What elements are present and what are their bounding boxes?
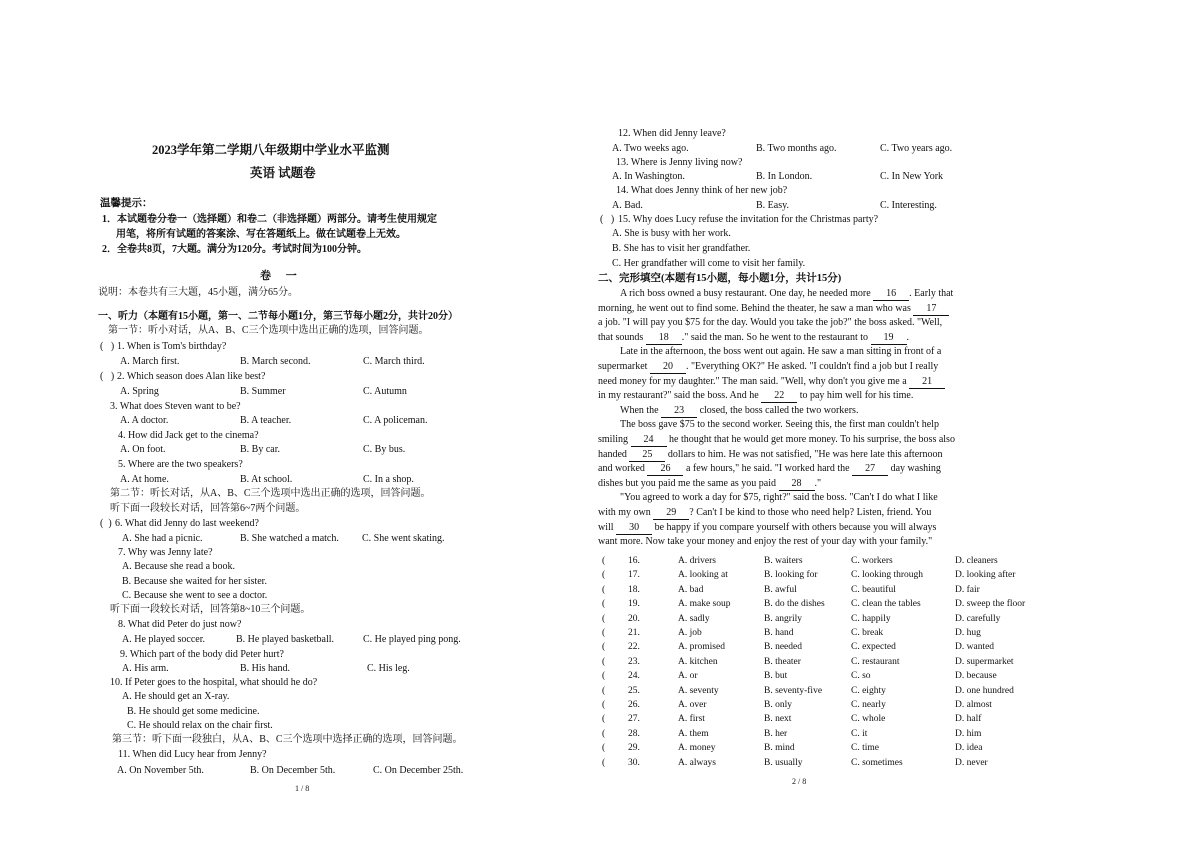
- question-5: 5. Where are the two speakers?: [118, 459, 243, 470]
- answer-paren: (: [602, 570, 606, 581]
- cloze-question-number: 24.: [628, 671, 640, 682]
- cloze-question-number: 22.: [628, 642, 640, 653]
- passage-text: with my own: [598, 507, 654, 518]
- cloze-blank: 23: [661, 405, 697, 418]
- question-3: 3. What does Steven want to be?: [110, 401, 241, 412]
- passage-line: [598, 332, 909, 345]
- cloze-question-number: 27.: [628, 714, 640, 725]
- cloze-option: C. nearly: [851, 700, 886, 711]
- passage-text: morning, he went out to find some. Behind the theater, he saw a man who was: [598, 302, 914, 314]
- answer-paren: (: [602, 584, 606, 595]
- cloze-option-row: [602, 712, 1055, 726]
- q10-option-c: C. He should relax on the chair first.: [127, 720, 273, 731]
- cloze-question-number: 18.: [628, 584, 640, 595]
- cloze-option: D. fair: [955, 584, 980, 595]
- question-12: 12. When did Jenny leave?: [618, 128, 726, 139]
- q1-option-b: B. March second.: [240, 356, 311, 367]
- passage-line: [598, 390, 913, 403]
- cloze-question-number: 21.: [628, 628, 640, 639]
- q9-option-b: B. His hand.: [240, 663, 290, 674]
- cloze-option-row: [602, 741, 1055, 755]
- q15-option-b: B. She has to visit her grandfather.: [612, 243, 751, 254]
- cloze-option: D. one hundred: [955, 685, 1014, 696]
- passage-line: [598, 478, 821, 491]
- cloze-option: D. sweep the floor: [955, 599, 1026, 610]
- q2-option-a: A. Spring: [120, 386, 159, 397]
- cloze-option: A. first: [678, 714, 705, 725]
- answer-paren: (: [602, 743, 606, 754]
- cloze-option: A. promised: [678, 642, 725, 653]
- passage-line: [598, 434, 955, 447]
- question-14: 14. What does Jenny think of her new job?: [616, 185, 788, 196]
- q7-option-b: B. Because she waited for her sister.: [122, 576, 267, 587]
- cloze-option-row: [602, 698, 1055, 712]
- cloze-options-table: [602, 554, 1055, 770]
- passage-text: handed: [598, 448, 630, 460]
- cloze-option: C. eighty: [851, 685, 886, 696]
- question-9: 9. Which part of the body did Peter hurt?: [120, 649, 284, 660]
- section-note: 说明：本卷共有三大题，45小题，满分65分。: [98, 287, 298, 298]
- q12-option-c: C. Two years ago.: [880, 143, 953, 154]
- cloze-option: C. expected: [851, 642, 896, 653]
- cloze-option: B. looking for: [764, 570, 818, 581]
- question-4: 4. How did Jack get to the cinema?: [118, 430, 259, 441]
- cloze-option: B. seventy-five: [764, 685, 823, 696]
- cloze-option: D. idea: [955, 743, 983, 754]
- cloze-option: A. seventy: [678, 685, 719, 696]
- q9-option-c: C. His leg.: [367, 663, 410, 674]
- passage-text: closed, the boss called the two workers.: [697, 404, 859, 416]
- cloze-option: A. or: [678, 671, 698, 682]
- cloze-blank: 27: [852, 463, 888, 476]
- q5-option-b: B. At school.: [240, 474, 293, 485]
- q10-option-b: B. He should get some medicine.: [127, 706, 260, 717]
- cloze-option-row: [602, 655, 1055, 669]
- cloze-option: C. looking through: [851, 570, 924, 581]
- cloze-option-row: [602, 554, 1055, 568]
- cloze-option: C. so: [851, 671, 871, 682]
- paren: ( ): [100, 371, 115, 382]
- cloze-option: D. him: [955, 728, 982, 739]
- passage-text: .": [814, 477, 822, 489]
- cloze-question-number: 19.: [628, 599, 640, 610]
- question-11: 11. When did Lucy hear from Jenny?: [118, 749, 267, 760]
- passage-line: [598, 522, 936, 535]
- q3-option-a: A. A doctor.: [120, 415, 169, 426]
- passage-line: [620, 419, 939, 431]
- listening-part2: 第二节：听长对话，从A、B、C三个选项中选出正确的选项，回答问题。: [110, 488, 431, 499]
- cloze-blank: 24: [631, 434, 667, 447]
- passage-text: that sounds: [598, 331, 646, 343]
- cloze-option: C. workers: [851, 556, 893, 566]
- cloze-option-row: [602, 756, 1055, 770]
- cloze-option: B. only: [764, 700, 792, 711]
- cloze-option: D. wanted: [955, 642, 995, 653]
- cloze-blank: 17: [913, 303, 949, 316]
- cloze-option: B. waiters: [764, 556, 803, 566]
- listening-part3: 第三节：听下面一段独白，从A、B、C三个选项中选择正确的选项，回答问题。: [112, 734, 463, 745]
- q8-option-b: B. He played basketball.: [236, 634, 335, 645]
- passage-text: . "Everything OK?" He asked. "I couldn't find a job but I really: [685, 361, 939, 372]
- answer-paren: (: [602, 700, 606, 711]
- q4-option-a: A. On foot.: [120, 444, 166, 455]
- answer-paren: (: [602, 656, 606, 667]
- cloze-blank: 25: [629, 449, 665, 462]
- answer-paren: (: [602, 613, 606, 624]
- question-15: 15. Why does Lucy refuse the invitation for the Christmas party?: [618, 214, 879, 225]
- passage-text: in my restaurant?" said the boss. And he: [598, 390, 762, 402]
- q3-option-c: C. A policeman.: [363, 415, 428, 426]
- passage-text: ." said the man. So he went to the restaurant to: [681, 331, 871, 343]
- passage-line: [620, 288, 953, 301]
- q1-option-a: A. March first.: [120, 356, 180, 367]
- cloze-option: A. looking at: [678, 570, 728, 581]
- q6-option-b: B. She watched a match.: [240, 533, 339, 544]
- cloze-option: D. almost: [955, 700, 992, 711]
- cloze-blank: 20: [650, 361, 686, 374]
- cloze-option: B. usually: [764, 757, 803, 768]
- question-13: 13. Where is Jenny living now?: [616, 157, 743, 168]
- listening-heading: 一、听力（本题有15小题，第一、二节每小题1分，第三节每小题2分，共计20分）: [98, 311, 458, 322]
- cloze-question-number: 16.: [628, 556, 640, 566]
- passage-line: [598, 361, 938, 374]
- cloze-option: D. carefully: [955, 613, 1001, 624]
- tips-heading: 温馨提示：: [100, 198, 153, 209]
- cloze-option: D. supermarket: [955, 656, 1014, 667]
- passage-line: [620, 346, 941, 358]
- paren: ( ): [100, 341, 115, 352]
- answer-paren: (: [602, 628, 606, 639]
- cloze-option: A. always: [678, 757, 716, 768]
- passage-text: "You agreed to work a day for $75, right?" said the boss. "Can't I do what I like: [620, 492, 938, 504]
- cloze-question-number: 30.: [628, 757, 640, 768]
- cloze-option: A. over: [678, 700, 707, 711]
- cloze-blank: 19: [871, 332, 907, 345]
- passage-text: need money for my daughter." The man said. "Well, why don't you give me a: [598, 375, 910, 387]
- passage-text: dishes but you paid me the same as you paid: [598, 477, 779, 489]
- q15-option-a: A. She is busy with her work.: [612, 228, 731, 239]
- passage-text: be happy if you compare yourself with others because you will always: [652, 521, 937, 533]
- cloze-blank: 30: [616, 522, 652, 535]
- cloze-option-row: [602, 640, 1055, 654]
- answer-paren: (: [602, 599, 606, 610]
- q8-option-c: C. He played ping pong.: [363, 634, 461, 645]
- answer-paren: (: [602, 714, 606, 725]
- q2-option-c: C. Autumn: [363, 386, 407, 397]
- q3-option-b: B. A teacher.: [240, 415, 292, 426]
- passage-text: to pay him well for his time.: [797, 390, 914, 402]
- cloze-blank: 28: [779, 478, 815, 491]
- cloze-blank: 21: [909, 376, 945, 389]
- passage-text: and worked: [598, 463, 648, 475]
- cloze-blank: 22: [761, 390, 797, 403]
- passage-text: will: [598, 521, 617, 533]
- q10-option-a: A. He should get an X-ray.: [122, 691, 230, 702]
- cloze-option: B. needed: [764, 642, 802, 653]
- question-10: 10. If Peter goes to the hospital, what should he do?: [110, 677, 318, 688]
- cloze-option: B. her: [764, 728, 788, 739]
- cloze-option-row: [602, 583, 1055, 597]
- cloze-option-row: [602, 727, 1055, 741]
- cloze-option-row: [602, 568, 1055, 582]
- passage-line: [598, 376, 945, 389]
- answer-paren: (: [602, 642, 606, 653]
- cloze-option: B. but: [764, 671, 788, 682]
- cloze-option: D. looking after: [955, 570, 1016, 581]
- passage-line: [620, 405, 858, 418]
- cloze-option: B. angrily: [764, 613, 802, 624]
- answer-paren: (: [602, 671, 606, 682]
- q11-option-a: A. On November 5th.: [117, 765, 204, 776]
- listening-part2-b: 听下面一段较长对话，回答第8~10三个问题。: [110, 604, 311, 615]
- q6-option-c: C. She went skating.: [362, 533, 445, 544]
- cloze-option: A. drivers: [678, 556, 716, 566]
- cloze-heading: 二、完形填空(本题有15小题，每小题1分，共计15分): [598, 273, 842, 284]
- cloze-option: A. kitchen: [678, 656, 718, 667]
- passage-text: a few hours," he said. "I worked hard the: [683, 463, 853, 475]
- cloze-option: C. happily: [851, 613, 891, 624]
- passage-text: smiling: [598, 434, 631, 445]
- answer-paren: (: [602, 728, 606, 739]
- paren: ( ): [600, 214, 615, 225]
- q14-option-a: A. Bad.: [612, 200, 643, 211]
- q2-option-b: B. Summer: [240, 386, 286, 397]
- cloze-question-number: 23.: [628, 656, 640, 667]
- q13-option-c: C. In New York: [880, 171, 944, 182]
- passage-text: . Early that: [909, 288, 954, 299]
- cloze-option: D. half: [955, 714, 982, 725]
- q12-option-b: B. Two months ago.: [756, 143, 837, 154]
- q6-option-a: A. She had a picnic.: [122, 533, 203, 544]
- q8-option-a: A. He played soccer.: [122, 634, 206, 645]
- cloze-blank: 16: [873, 288, 909, 301]
- cloze-option-row: [602, 626, 1055, 640]
- cloze-option: C. clean the tables: [851, 599, 921, 610]
- answer-paren: (: [602, 757, 606, 768]
- tips-line-3: 2．全卷共8页，7大题。满分为120分。考试时间为100分钟。: [102, 244, 367, 255]
- section-title: 卷 一: [260, 270, 303, 282]
- cloze-question-number: 20.: [628, 613, 640, 624]
- question-2: 2. Which season does Alan like best?: [117, 371, 266, 382]
- cloze-option: D. hug: [955, 628, 981, 639]
- cloze-option-row: [602, 612, 1055, 626]
- cloze-option: B. do the dishes: [764, 599, 825, 610]
- cloze-option: B. mind: [764, 743, 795, 754]
- cloze-option: A. them: [678, 728, 709, 739]
- cloze-blank: 26: [647, 463, 683, 476]
- cloze-option: B. theater: [764, 656, 801, 667]
- q7-option-c: C. Because she went to see a doctor.: [122, 590, 268, 601]
- passage-line: [598, 317, 942, 329]
- cloze-option: C. sometimes: [851, 757, 903, 768]
- cloze-option: C. whole: [851, 714, 886, 725]
- passage-text: Late in the afternoon, the boss went out again. He saw a man sitting in front of a: [620, 346, 942, 358]
- q13-option-a: A. In Washington.: [612, 171, 685, 182]
- cloze-option-row: [602, 684, 1055, 698]
- exam-title: 2023学年第二学期八年级期中学业水平监测: [152, 143, 390, 157]
- passage-text: When the: [620, 404, 662, 416]
- passage-text: want more. Now take your money and enjoy the rest of your day with your family.": [598, 536, 933, 548]
- cloze-question-number: 28.: [628, 728, 640, 739]
- cloze-question-number: 17.: [628, 570, 640, 581]
- q14-option-b: B. Easy.: [756, 200, 789, 211]
- tips-line-1: 1．本试题卷分卷一（选择题）和卷二（非选择题）两部分。请考生使用规定: [102, 214, 437, 225]
- cloze-option-row: [602, 669, 1055, 683]
- cloze-option: A. money: [678, 743, 716, 754]
- cloze-option: D. cleaners: [955, 556, 998, 566]
- q1-option-c: C. March third.: [363, 356, 425, 367]
- exam-subtitle: 英语 试题卷: [250, 166, 316, 180]
- cloze-option: B. next: [764, 714, 792, 725]
- cloze-option: B. hand: [764, 628, 794, 639]
- answer-paren: (: [602, 556, 606, 566]
- paren: ( ): [100, 518, 112, 529]
- cloze-option: B. awful: [764, 584, 797, 595]
- cloze-option: C. break: [851, 628, 884, 639]
- question-8: 8. What did Peter do just now?: [118, 619, 242, 630]
- passage-line: [598, 536, 932, 548]
- cloze-option: D. because: [955, 671, 997, 682]
- cloze-option-row: [602, 597, 1055, 611]
- q15-option-c: C. Her grandfather will come to visit her family.: [612, 258, 806, 269]
- cloze-option: C. it: [851, 728, 868, 739]
- passage-text: A rich boss owned a busy restaurant. One day, he needed more: [620, 288, 874, 299]
- q9-option-a: A. His arm.: [122, 663, 169, 674]
- passage-line: [598, 507, 931, 520]
- cloze-option: A. sadly: [678, 613, 710, 624]
- cloze-option: C. time: [851, 743, 879, 754]
- q7-option-a: A. Because she read a book.: [122, 561, 236, 572]
- passage-line: [620, 492, 938, 504]
- q12-option-a: A. Two weeks ago.: [612, 143, 689, 154]
- passage-text: day washing: [888, 463, 941, 475]
- cloze-question-number: 25.: [628, 685, 640, 696]
- q4-option-b: B. By car.: [240, 444, 280, 455]
- q11-option-b: B. On December 5th.: [250, 765, 336, 776]
- cloze-question-number: 29.: [628, 743, 640, 754]
- cloze-option: A. bad: [678, 584, 704, 595]
- passage-line: [598, 463, 941, 476]
- passage-text: dollars to him. He was not satisfied, "He was here late this afternoon: [665, 448, 943, 460]
- cloze-option: D. never: [955, 757, 988, 768]
- cloze-option: C. restaurant: [851, 656, 900, 667]
- passage-text: The boss gave $75 to the second worker. Seeing this, the first man couldn't help: [620, 419, 939, 431]
- passage-text: supermarket: [598, 361, 650, 372]
- cloze-option: A. make soup: [678, 599, 731, 610]
- passage-line: [598, 449, 942, 462]
- listening-part2-a: 听下面一段较长对话，回答第6~7两个问题。: [110, 503, 306, 514]
- answer-paren: (: [602, 685, 606, 696]
- cloze-option: C. beautiful: [851, 584, 896, 595]
- cloze-blank: 18: [646, 332, 682, 345]
- passage-line: [598, 303, 949, 316]
- passage-text: he thought that he would get more money. To his surprise, the boss also: [666, 434, 955, 445]
- tips-line-2: 用笔，将所有试题的答案涂、写在答题纸上。做在试题卷上无效。: [116, 229, 406, 240]
- q11-option-c: C. On December 25th.: [373, 765, 464, 776]
- passage-text: ? Can't I be kind to those who need help? Listen, friend. You: [689, 507, 932, 518]
- cloze-blank: 29: [653, 507, 689, 520]
- q13-option-b: B. In London.: [756, 171, 813, 182]
- question-6: 6. What did Jenny do last weekend?: [115, 518, 259, 529]
- q14-option-c: C. Interesting.: [880, 200, 937, 211]
- q5-option-a: A. At home.: [120, 474, 169, 485]
- passage-text: a job. "I will pay you $75 for the day. Would you take the job?" the boss asked. "Well,: [598, 317, 943, 329]
- cloze-option: A. job: [678, 628, 702, 639]
- question-1: 1. When is Tom's birthday?: [117, 341, 227, 352]
- listening-part1: 第一节：听小对话，从A、B、C三个选项中选出正确的选项，回答问题。: [108, 325, 429, 336]
- question-7: 7. Why was Jenny late?: [118, 547, 213, 558]
- q5-option-c: C. In a shop.: [363, 474, 414, 485]
- passage-text: .: [906, 331, 910, 343]
- page-number-left: 1 / 8: [295, 784, 310, 793]
- q4-option-c: C. By bus.: [363, 444, 406, 455]
- page-number-right: 2 / 8: [792, 777, 807, 786]
- cloze-question-number: 26.: [628, 700, 640, 711]
